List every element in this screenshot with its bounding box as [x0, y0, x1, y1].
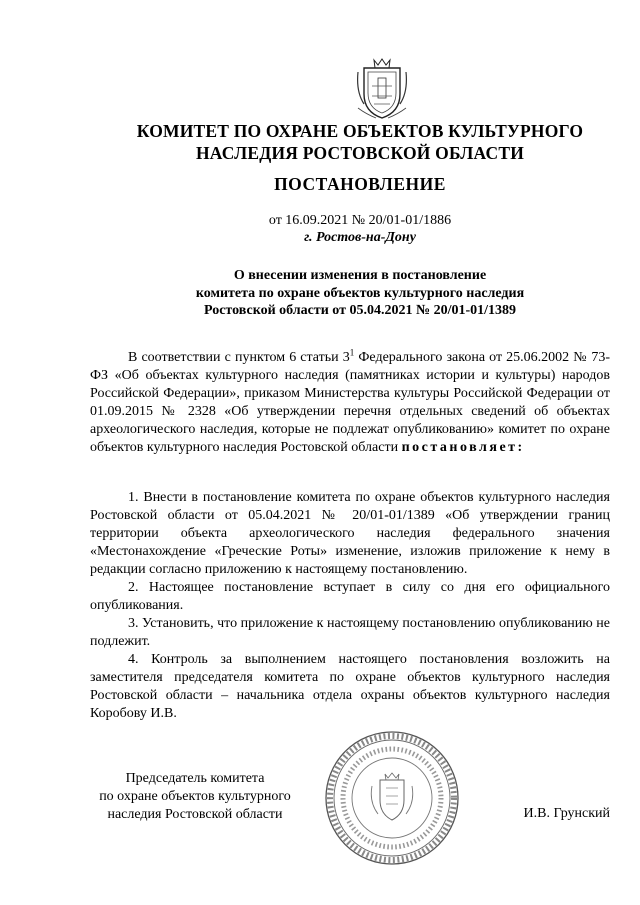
- official-seal-icon: [322, 728, 462, 868]
- preamble-paragraph: [90, 349, 610, 457]
- decree-item-4: 4. Контроль за выполнением настоящего постановления возложить на заместителя председателя комитета по охране объектов культурного наследия Ростовской области – начальника отдела охраны объектов культурного наследия Коробову И.В.: [90, 652, 610, 721]
- decree-item-3: 3. Установить, что приложение к настоящему постановлению опубликованию не подлежит.: [90, 616, 610, 649]
- document-date-number: от 16.09.2021 № 20/01-01/1886: [268, 213, 452, 228]
- preamble-text-part1: В соответствии с пунктом 6 статьи 3: [128, 350, 350, 365]
- document-subject: [60, 267, 640, 320]
- decree-item-2: 2. Настоящее постановление вступает в силу со дня его официального опубликования.: [90, 580, 610, 613]
- subject-line3: Ростовской области от 05.04.2021 № 20/01-01/1389: [203, 303, 517, 318]
- organization-title: [60, 120, 640, 164]
- decree-items: [90, 489, 610, 723]
- organization-title-line1: КОМИТЕТ ПО ОХРАНЕ ОБЪЕКТОВ КУЛЬТУРНОГО: [136, 121, 584, 141]
- signatory-position-line2: по охране объектов культурного: [99, 789, 291, 804]
- signatory-position-line1: Председатель комитета: [125, 771, 265, 786]
- article-superscript: 1: [349, 347, 355, 358]
- preamble-text-part2: Федерального закона от 25.06.2002 № 73-ФЗ «Об объектах культурного наследия (памятниках истории и культуры) народов Российской Федерации», приказом Министерства культуры Российской Федерации от 01.09.2015 № 2328 «Об утверждении перечня отдельных сведений об объектах археологического наследия, которые не подлежат опубликованию» комитет по охране объектов культурного наследия Ростовской области: [90, 350, 611, 455]
- subject-line1: О внесении изменения в постановление: [233, 268, 487, 283]
- signatory-name: И.В. Грунский: [523, 806, 610, 821]
- coat-of-arms-icon: [356, 58, 408, 122]
- decree-word: постановляет:: [401, 440, 525, 455]
- signatory-position: [80, 770, 310, 824]
- document-city: г. Ростов-на-Дону: [304, 230, 416, 245]
- signatory-position-line3: наследия Ростовской области: [107, 807, 283, 822]
- organization-title-line2: НАСЛЕДИЯ РОСТОВСКОЙ ОБЛАСТИ: [195, 143, 525, 163]
- document-type: ПОСТАНОВЛЕНИЕ: [274, 174, 446, 194]
- decree-item-1: 1. Внести в постановление комитета по охране объектов культурного наследия Ростовской области от 05.04.2021 № 20/01-01/1389 «Об утверждении границ территории объекта археологического наследия федерального значения «Местонахождение «Греческие Роты» изменение, изложив приложение к нему в редакции согласно приложению к настоящему постановлению.: [90, 490, 610, 577]
- subject-line2: комитета по охране объектов культурного наследия: [195, 285, 525, 301]
